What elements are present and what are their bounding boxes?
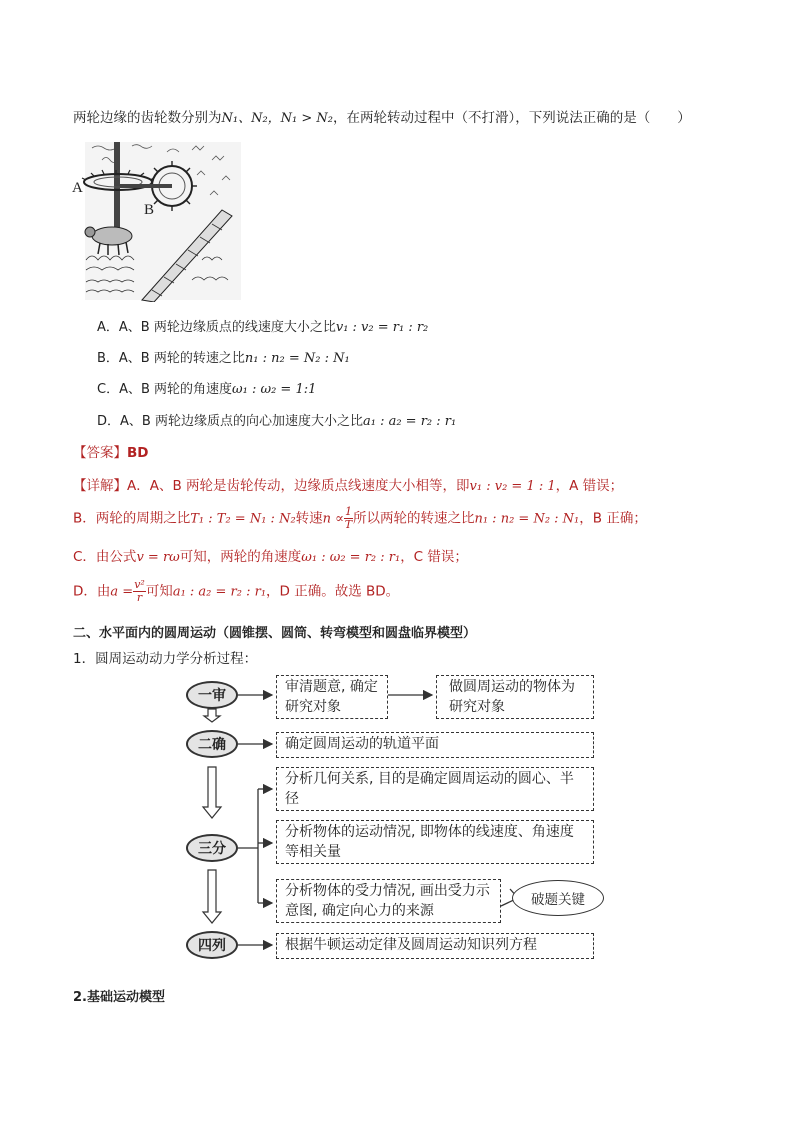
box-que: 确定圆周运动的轨道平面	[276, 732, 594, 758]
option-b-math: n₁ : n₂ = N₂ : N₁	[244, 351, 350, 366]
frac-den: r	[136, 591, 143, 604]
option-b	[97, 347, 350, 366]
option-d	[97, 410, 456, 429]
box-fen-1: 分析几何关系, 目的是确定圆周运动的圆心、半径	[276, 767, 594, 811]
detail-3-mid: 可知，两轮的角速度	[179, 549, 302, 565]
label-b: B	[144, 202, 155, 218]
detail-line-2	[73, 506, 647, 531]
answer-label: 【答案】	[73, 445, 127, 461]
detail-4-math2: a₁ : a₂ = r₂ : r₁	[172, 584, 267, 600]
detail-label: 【详解】	[73, 478, 127, 494]
detail-2-end: ，B 正确；	[579, 510, 647, 527]
detail-1-math: v₁ : v₂ = 1 : 1	[469, 479, 556, 494]
detail-3-math2: ω₁ : ω₂ = r₂ : r₁	[301, 550, 401, 565]
question-pre: 两轮边缘的齿轮数分别为	[73, 110, 222, 126]
box-lie: 根据牛顿运动定律及圆周运动知识列方程	[276, 933, 594, 959]
option-b-text: B．A、B 两轮的转速之比	[97, 351, 245, 366]
option-a	[97, 316, 428, 335]
section-heading: 二、水平面内的圆周运动（圆锥摆、圆筒、转弯模型和圆盘临界模型）	[73, 626, 477, 641]
frac-den: T	[344, 518, 353, 531]
detail-1-text: A．A、B 两轮是齿轮传动，边缘质点线速度大小相等，即	[127, 478, 470, 494]
gear-illustration	[72, 140, 244, 302]
detail-3-math1: v = rω	[136, 550, 180, 565]
detail-line-4	[73, 579, 399, 604]
detail-2-fraction	[344, 506, 353, 531]
subheading-2: 2.基础运动模型	[73, 990, 165, 1005]
detail-3-end: ，C 错误；	[400, 549, 468, 565]
detail-2-mid: 转速	[295, 510, 323, 527]
box-shen-1: 审清题意, 确定研究对象	[276, 675, 388, 719]
question-post: ，在两轮转动过程中（不打滑），下列说法正确的是（ ）	[333, 110, 691, 126]
callout-key: 破题关键	[512, 880, 604, 916]
detail-4-mid: 可知	[145, 583, 173, 600]
question-text	[73, 106, 691, 126]
gear-engraving-svg	[72, 140, 244, 302]
question-math: N₁、N₂，N₁ > N₂	[221, 111, 334, 126]
step-fen: 三分	[186, 834, 238, 862]
option-a-text: A．A、B 两轮边缘质点的线速度大小之比	[97, 320, 336, 335]
detail-4-text: D．由	[73, 583, 111, 600]
label-a: A	[72, 180, 83, 196]
detail-line-3	[73, 545, 468, 565]
detail-4-math1: a =	[110, 584, 134, 600]
flowchart	[180, 672, 620, 972]
answer-line	[73, 441, 149, 461]
option-c-text: C．A、B 两轮的角速度	[97, 382, 233, 397]
detail-1-end: ，A 错误；	[555, 478, 624, 494]
answer-value: BD	[127, 445, 149, 461]
option-d-text: D．A、B 两轮边缘质点的向心加速度大小之比	[97, 414, 363, 429]
option-c	[97, 378, 316, 397]
frac-num: 1	[344, 505, 352, 518]
detail-line-1	[73, 474, 623, 494]
box-fen-2: 分析物体的运动情况, 即物体的线速度、角速度等相关量	[276, 820, 594, 864]
detail-4-fraction	[133, 579, 146, 604]
detail-2-math3: n₁ : n₂ = N₂ : N₁	[474, 511, 580, 527]
step-lie: 四列	[186, 931, 238, 959]
option-a-math: v₁ : v₂ = r₁ : r₂	[335, 320, 429, 335]
detail-2-mid2: 所以两轮的转速之比	[352, 510, 475, 527]
box-fen-3: 分析物体的受力情况, 画出受力示意图, 确定向心力的来源	[276, 879, 501, 923]
detail-4-end: ，D 正确。故选 BD。	[266, 583, 400, 600]
step-que: 二确	[186, 730, 238, 758]
detail-2-math2: n ∝	[322, 511, 344, 527]
detail-2-math1: T₁ : T₂ = N₁ : N₂	[190, 511, 296, 527]
box-shen-2: 做圆周运动的物体为研究对象	[436, 675, 594, 719]
option-c-math: ω₁ : ω₂ = 1:1	[232, 382, 317, 397]
step-shen: 一审	[186, 681, 238, 709]
frac-num: v²	[134, 578, 145, 591]
subheading-1: 1．圆周运动动力学分析过程：	[73, 651, 258, 667]
detail-3-text: C．由公式	[73, 549, 137, 565]
option-d-math: a₁ : a₂ = r₂ : r₁	[362, 414, 457, 429]
detail-2-text: B．两轮的周期之比	[73, 510, 191, 527]
